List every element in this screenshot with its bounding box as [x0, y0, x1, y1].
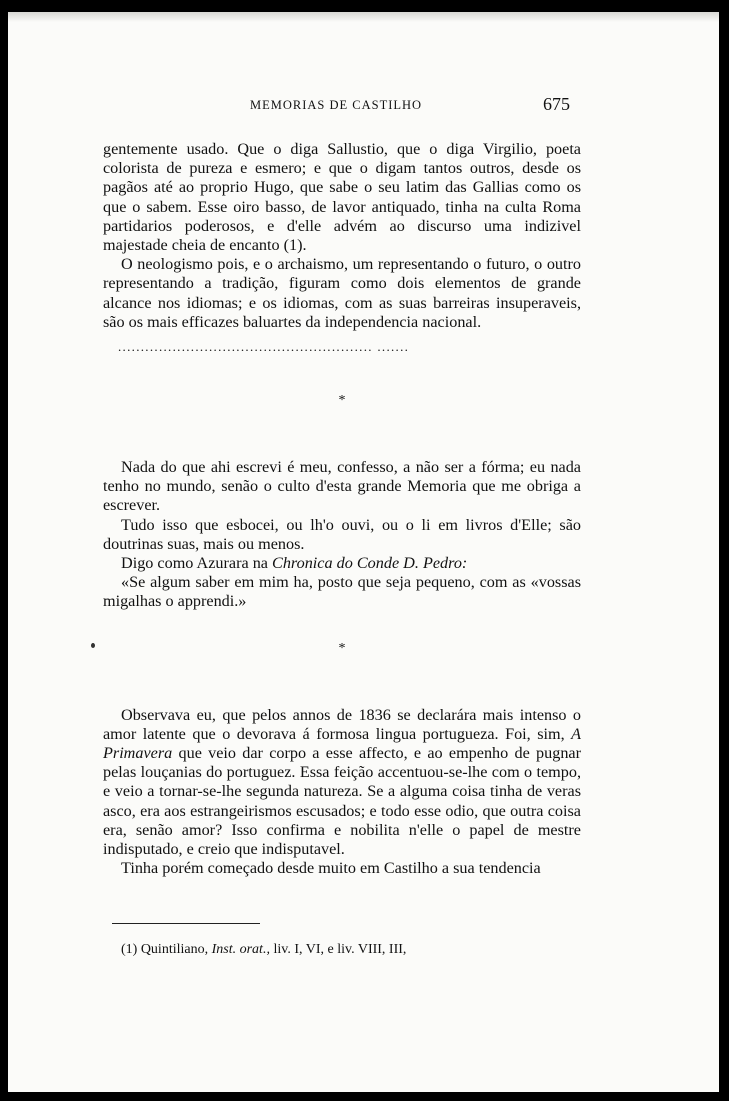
- observava-text: Observava eu, que pelos annos de 1836 se declarára mais intenso o amor latente que o devorava á formosa lingua portugueza. Foi, sim,: [103, 705, 581, 743]
- book-page: [8, 12, 719, 1092]
- footnote-suffix: liv. I, VI, e liv. VIII, III,: [273, 942, 407, 957]
- asterism-separator: *: [338, 640, 346, 656]
- running-title: MEMORIAS DE CASTILHO: [250, 98, 423, 112]
- observava-text-cont: que veio dar corpo a esse affecto, e ao empenho de pugnar pelas louçanias do portuguez. Essa feição accentuou-se-lhe com o tempo, e veio a tornar-se-lhe segunda natureza. Se a alguma coisa tinha de veras asco, era aos estrangeirismos escusados; e todo esse odio, que outra coisa era, senão amor? Isso confirma e nobilita n'elle o papel de mestre indisputado, e creio que indisputavel.: [103, 744, 581, 859]
- body-text: [103, 140, 581, 878]
- paragraph-quote: «Se algum saber em mim ha, posto que seja pequeno, com as «vossas migalhas o apprendi.»: [103, 573, 581, 611]
- footnote: [121, 942, 406, 958]
- paragraph-continuation: gentemente usado. Que o diga Sallustio, que o diga Virgilio, poeta colorista de pureza e esmero; e que o digam tantos outros, desde os pagãos até ao proprio Hugo, que sabe o seu latim das Gallias como os que o sabem. Esse oiro basso, de lavor antiquado, tinha na culta Roma partidarios poderosos, e d'elle advém ao discurso uma indizivel majestade cheia de encanto (1).: [103, 140, 581, 255]
- paragraph-observava: [103, 706, 581, 860]
- page-header: [8, 94, 719, 118]
- footnote-title: Inst. orat.,: [211, 942, 270, 957]
- footnote-rule: [112, 923, 260, 924]
- footnote-prefix: (1) Quintiliano,: [121, 942, 209, 957]
- dotted-separator: ........................................................ .......: [118, 340, 410, 355]
- paragraph-azurara: [103, 554, 581, 573]
- paragraph-neologismo: O neologismo pois, e o archaismo, um representando o futuro, o outro representando a tradição, figuram como dois elementos de grande alcance nos idiomas; e os idiomas, com as suas barreiras insuperaveis, são os mais efficazes baluartes da independencia nacional.: [103, 255, 581, 331]
- paragraph-nada: Nada do que ahi escrevi é meu, confesso, a não ser a fórma; eu nada tenho no mundo, senão o culto d'esta grande Memoria que me obriga a escrever.: [103, 458, 581, 515]
- page-number: 675: [543, 94, 570, 114]
- primavera-title: A Primavera: [103, 724, 582, 763]
- paragraph-tinha: Tinha porém começado desde muito em Castilho a sua tendencia: [121, 859, 541, 878]
- asterism-separator: *: [338, 393, 346, 409]
- chronica-title: Chronica do Conde D. Pedro:: [272, 554, 468, 573]
- ink-speck: [91, 643, 95, 648]
- paragraph-tudo: Tudo isso que esbocei, ou lh'o ouvi, ou o li em livros d'Elle; são doutrinas suas, mais ou menos.: [103, 515, 581, 553]
- azurara-prefix: Digo como Azurara na: [121, 554, 268, 573]
